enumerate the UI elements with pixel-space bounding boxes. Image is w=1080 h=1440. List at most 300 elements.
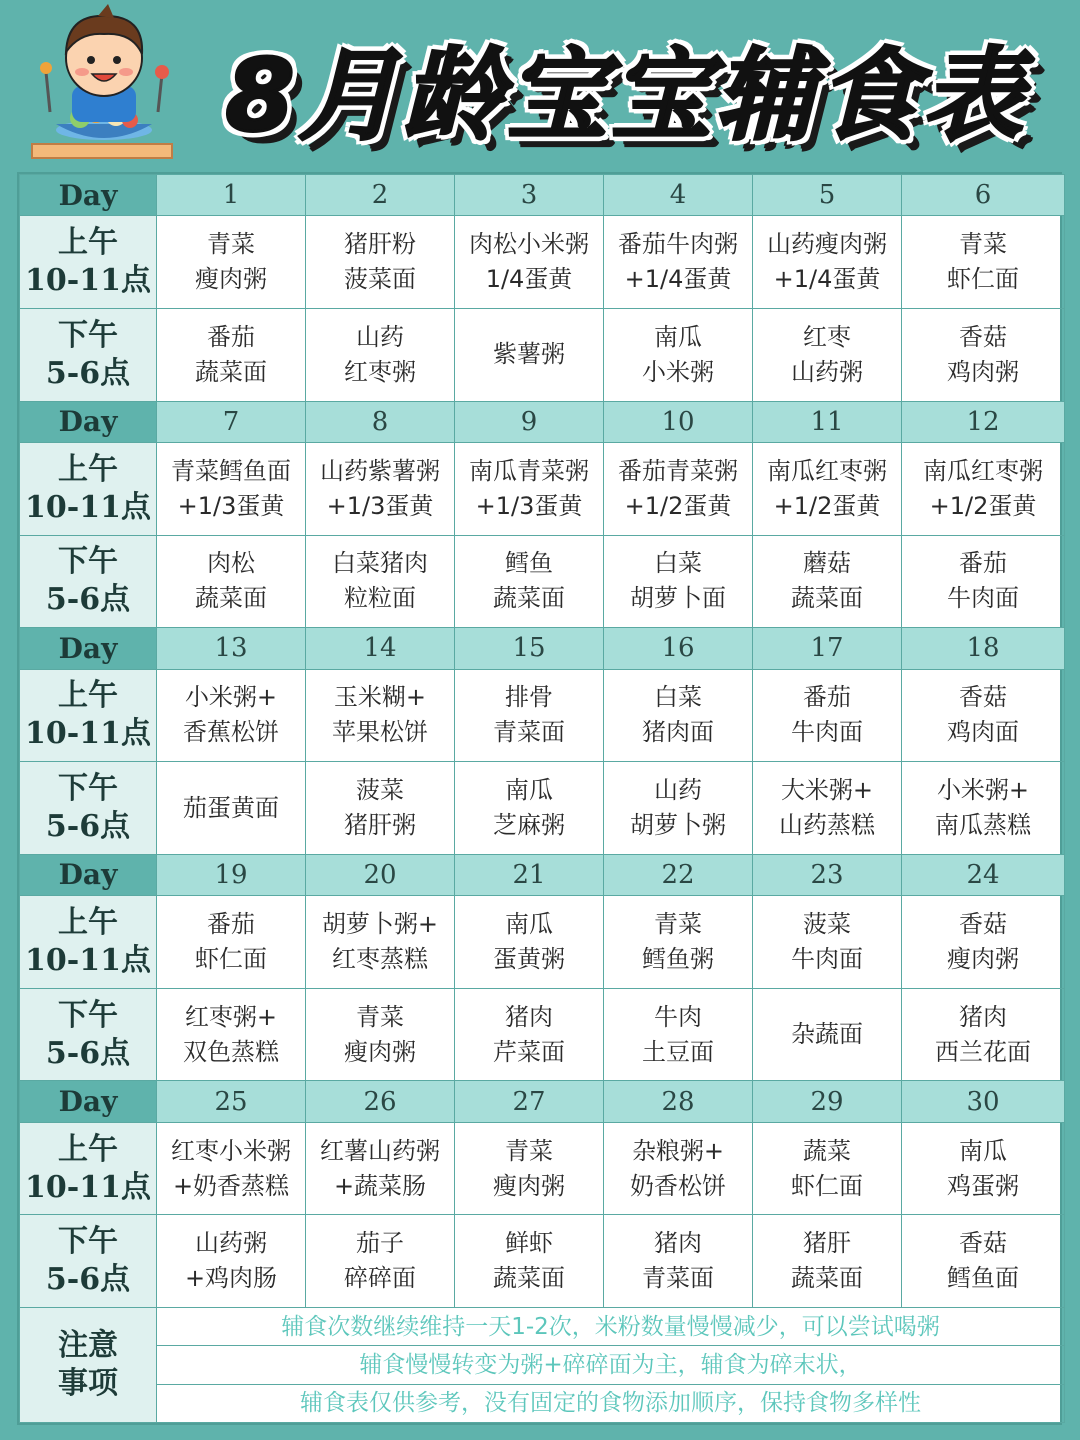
meal-text <box>753 907 901 977</box>
day-number: 23 <box>810 859 844 890</box>
meal-line: 蔬菜面 <box>195 357 267 386</box>
meal-line: +1/3蛋黄 <box>326 491 434 520</box>
meal-line: 香菇 <box>959 683 1007 712</box>
meal-cell <box>753 442 902 535</box>
meal-line: 胡萝卜粥+ <box>321 909 439 938</box>
meal-line: 番茄青菜粥 <box>618 456 738 485</box>
meal-cell <box>753 896 902 989</box>
meal-line: 青菜 <box>959 230 1007 259</box>
day-number: 17 <box>810 633 844 664</box>
meal-cell <box>157 988 306 1081</box>
day-number: 29 <box>810 1086 844 1117</box>
morning-meal-row <box>20 442 1065 535</box>
meal-cell <box>604 535 753 628</box>
day-number-cell <box>157 628 306 669</box>
meal-text <box>604 773 752 843</box>
meal-text <box>604 1000 752 1070</box>
day-number-cell <box>753 401 902 442</box>
meal-text <box>753 1226 901 1296</box>
meal-line: 瘦肉粥 <box>947 944 1019 973</box>
meal-line: 番茄 <box>959 549 1007 578</box>
meal-text <box>753 546 901 616</box>
meal-cell <box>604 1122 753 1215</box>
notes-label-line: 事项 <box>58 1366 118 1402</box>
meal-cell <box>455 216 604 309</box>
evening-time-text <box>20 997 156 1073</box>
meal-line: 红枣小米粥 <box>171 1136 291 1165</box>
meal-line: 鳕鱼粥 <box>642 944 714 973</box>
meal-cell <box>455 442 604 535</box>
meal-cell <box>157 669 306 762</box>
day-header-row <box>20 854 1065 895</box>
meal-line: 猪肝 <box>803 1229 851 1258</box>
meal-cell <box>902 535 1065 628</box>
meal-text <box>753 1134 901 1204</box>
meal-cell <box>306 442 455 535</box>
meal-cell <box>306 535 455 628</box>
meal-schedule-table <box>17 172 1062 1425</box>
note-cell <box>157 1384 1065 1422</box>
morning-time-text <box>20 451 156 527</box>
evening-meal-row <box>20 1215 1065 1308</box>
meal-line: +1/2蛋黄 <box>773 491 881 520</box>
meal-text <box>604 1226 752 1296</box>
baby-mascot-icon <box>28 2 180 162</box>
morning-time-label <box>20 442 157 535</box>
meal-line: 红枣 <box>803 322 851 351</box>
meal-line: 蔬菜 <box>803 1136 851 1165</box>
evening-time-text <box>20 770 156 846</box>
meal-cell <box>455 669 604 762</box>
day-number-cell <box>902 628 1065 669</box>
meal-cell <box>306 669 455 762</box>
meal-cell <box>306 1215 455 1308</box>
meal-period-label: 上午 <box>58 225 118 261</box>
meal-text <box>753 320 901 390</box>
day-label: Day <box>58 178 118 212</box>
meal-text <box>306 454 454 524</box>
meal-period-label: 下午 <box>58 771 118 806</box>
morning-time-text <box>20 904 156 980</box>
meal-line: 青菜面 <box>493 718 565 747</box>
meal-text <box>306 1000 454 1070</box>
meal-line: 双色蒸糕 <box>183 1037 279 1066</box>
meal-text <box>455 546 603 616</box>
meal-line: 粒粒面 <box>344 584 416 613</box>
day-number-cell <box>306 854 455 895</box>
meal-period-label: 上午 <box>58 678 118 714</box>
header <box>0 0 1080 170</box>
day-number: 27 <box>512 1086 546 1117</box>
evening-time-label <box>20 1215 157 1308</box>
meal-period-label: 上午 <box>58 451 118 487</box>
meal-line: 虾仁面 <box>791 1171 863 1200</box>
day-label: Day <box>58 405 118 439</box>
meal-text <box>157 546 305 616</box>
meal-text <box>902 773 1064 843</box>
meal-line: 猪肉 <box>505 1002 553 1031</box>
meal-line: 南瓜青菜粥 <box>469 456 589 485</box>
day-label-cell <box>20 1081 157 1122</box>
meal-text <box>157 454 305 524</box>
meal-hours-label: 10-11点 <box>25 263 151 299</box>
day-number-cell <box>157 401 306 442</box>
meal-text <box>902 1226 1064 1296</box>
meal-text <box>306 773 454 843</box>
meal-cell <box>753 1215 902 1308</box>
meal-cell <box>753 216 902 309</box>
meal-line: 白菜 <box>654 549 702 578</box>
meal-line: 猪肝粉 <box>344 230 416 259</box>
meal-cell <box>604 896 753 989</box>
day-number: 18 <box>966 633 1000 664</box>
meal-line: 山药 <box>356 322 404 351</box>
meal-line: 鳕鱼面 <box>947 1264 1019 1293</box>
meal-cell <box>306 308 455 401</box>
morning-meal-row <box>20 1122 1065 1215</box>
meal-line: 牛肉面 <box>791 944 863 973</box>
meal-cell <box>902 669 1065 762</box>
meal-line: 青菜 <box>356 1002 404 1031</box>
morning-time-label <box>20 1122 157 1215</box>
meal-line: 鸡肉面 <box>947 718 1019 747</box>
meal-text <box>902 680 1064 750</box>
meal-text <box>157 791 305 826</box>
meal-line: 奶香松饼 <box>630 1171 726 1200</box>
meal-hours-label: 5-6点 <box>45 1035 131 1071</box>
evening-time-text <box>20 317 156 393</box>
morning-time-text <box>20 677 156 753</box>
meal-text <box>455 680 603 750</box>
meal-text <box>902 907 1064 977</box>
day-number: 22 <box>661 859 695 890</box>
day-number: 6 <box>974 180 992 211</box>
day-number: 14 <box>363 633 397 664</box>
meal-cell <box>753 1122 902 1215</box>
meal-line: 红枣粥 <box>344 357 416 386</box>
meal-line: 西兰花面 <box>935 1037 1031 1066</box>
day-number-cell <box>902 401 1065 442</box>
meal-line: 杂粮粥+ <box>631 1136 725 1165</box>
day-number-cell <box>455 401 604 442</box>
meal-text <box>306 680 454 750</box>
meal-text <box>902 546 1064 616</box>
meal-cell <box>604 1215 753 1308</box>
meal-line: 蔬菜面 <box>493 584 565 613</box>
meal-period-label: 下午 <box>58 997 118 1033</box>
meal-line: 猪肉 <box>654 1229 702 1258</box>
meal-line: 小米粥+ <box>936 776 1030 804</box>
meal-text <box>306 1134 454 1204</box>
day-number-cell <box>902 175 1065 216</box>
morning-meal-row <box>20 896 1065 989</box>
meal-line: 南瓜蒸糕 <box>935 811 1031 839</box>
meal-text <box>157 1134 305 1204</box>
meal-cell <box>902 1122 1065 1215</box>
meal-line: +鸡肉肠 <box>184 1264 278 1293</box>
morning-meal-row <box>20 216 1065 309</box>
meal-cell <box>157 535 306 628</box>
day-label: Day <box>58 631 118 665</box>
meal-line: 南瓜 <box>654 322 702 351</box>
meal-line: 胡萝卜面 <box>630 584 726 613</box>
meal-cell <box>455 1215 604 1308</box>
day-number: 8 <box>371 406 389 437</box>
meal-text <box>902 1134 1064 1204</box>
day-number: 19 <box>214 859 248 890</box>
meal-hours-label: 10-11点 <box>25 1169 151 1205</box>
meal-line: 白菜 <box>654 683 702 712</box>
notes-label-cell <box>20 1308 157 1423</box>
meal-line: 牛肉 <box>654 1002 702 1031</box>
day-number: 12 <box>966 406 1000 437</box>
meal-text <box>157 320 305 390</box>
day-number: 4 <box>669 180 687 211</box>
meal-cell <box>157 308 306 401</box>
morning-time-label <box>20 896 157 989</box>
day-number: 25 <box>214 1086 248 1117</box>
day-number-cell <box>306 401 455 442</box>
meal-cell <box>455 535 604 628</box>
meal-hours-label: 5-6点 <box>45 1262 131 1298</box>
day-number-cell <box>604 854 753 895</box>
meal-text <box>604 907 752 977</box>
meal-cell <box>902 896 1065 989</box>
meal-text <box>902 227 1064 297</box>
meal-text <box>306 227 454 297</box>
meal-line: 蛋黄粥 <box>493 944 565 973</box>
meal-line: 白菜猪肉 <box>332 549 428 578</box>
meal-line: 番茄 <box>207 322 255 351</box>
meal-cell <box>604 669 753 762</box>
meal-cell <box>902 988 1065 1081</box>
meal-line: 鸡肉粥 <box>947 357 1019 386</box>
meal-line: 山药粥 <box>195 1229 267 1258</box>
meal-line: 南瓜红枣粥 <box>767 456 887 485</box>
day-number-cell <box>455 175 604 216</box>
meal-line: 小米粥 <box>642 357 714 386</box>
meal-line: 青菜鳕鱼面 <box>171 456 291 485</box>
day-number-cell <box>604 401 753 442</box>
meal-line: 牛肉面 <box>791 718 863 747</box>
meal-line: 虾仁面 <box>947 265 1019 294</box>
meal-line: 菠菜 <box>803 909 851 938</box>
meal-cell <box>306 762 455 855</box>
meal-text <box>604 454 752 524</box>
day-number-cell <box>753 175 902 216</box>
meal-cell <box>157 896 306 989</box>
meal-line: 南瓜红枣粥 <box>923 456 1043 485</box>
meal-line: 芝麻粥 <box>493 811 565 839</box>
meal-line: 青菜 <box>654 909 702 938</box>
meal-line: 胡萝卜粥 <box>630 811 726 839</box>
day-label-cell <box>20 401 157 442</box>
meal-cell <box>902 762 1065 855</box>
day-number: 21 <box>512 859 546 890</box>
meal-line: 瘦肉粥 <box>493 1171 565 1200</box>
meal-hours-label: 10-11点 <box>25 489 151 525</box>
evening-time-text <box>20 1223 156 1299</box>
morning-time-label <box>20 669 157 762</box>
meal-line: 紫薯粥 <box>493 340 565 369</box>
day-number-cell <box>455 628 604 669</box>
day-number-cell <box>604 175 753 216</box>
meal-line: +1/3蛋黄 <box>475 491 583 520</box>
meal-line: 香蕉松饼 <box>183 718 279 747</box>
note-row <box>20 1346 1065 1384</box>
meal-line: 红枣蒸糕 <box>332 944 428 973</box>
meal-line: 南瓜 <box>505 776 553 804</box>
meal-line: 碎碎面 <box>344 1264 416 1293</box>
meal-line: 南瓜 <box>505 909 553 938</box>
day-number-cell <box>306 175 455 216</box>
day-header-row <box>20 628 1065 669</box>
meal-cell <box>157 442 306 535</box>
day-number: 7 <box>222 406 240 437</box>
meal-line: 蔬菜面 <box>791 584 863 613</box>
meal-line: 青菜面 <box>642 1264 714 1293</box>
day-number-cell <box>306 1081 455 1122</box>
meal-line: 蔬菜面 <box>493 1264 565 1293</box>
meal-text <box>455 773 603 843</box>
meal-text <box>157 1000 305 1070</box>
meal-hours-label: 5-6点 <box>45 355 131 391</box>
meal-line: 猪肉面 <box>642 718 714 747</box>
evening-time-label <box>20 762 157 855</box>
meal-line: 土豆面 <box>642 1037 714 1066</box>
morning-time-text <box>20 1131 156 1207</box>
meal-line: 排骨 <box>505 683 553 712</box>
evening-meal-row <box>20 308 1065 401</box>
day-number: 2 <box>371 180 389 211</box>
meal-cell <box>753 762 902 855</box>
day-label-cell <box>20 628 157 669</box>
meal-cell <box>157 1122 306 1215</box>
day-number-cell <box>753 1081 902 1122</box>
meal-line: 香菇 <box>959 1229 1007 1258</box>
day-number: 28 <box>661 1086 695 1117</box>
meal-text <box>902 454 1064 524</box>
meal-line: 牛肉面 <box>947 584 1019 613</box>
meal-cell <box>902 442 1065 535</box>
meal-cell <box>604 308 753 401</box>
day-number-cell <box>455 854 604 895</box>
meal-text <box>604 1134 752 1204</box>
day-number-cell <box>604 1081 753 1122</box>
meal-line: 山药瘦肉粥 <box>767 230 887 259</box>
meal-line: 青菜 <box>505 1136 553 1165</box>
meal-cell <box>753 669 902 762</box>
meal-text <box>753 227 901 297</box>
meal-line: +奶香蒸糕 <box>172 1171 290 1200</box>
meal-line: 山药粥 <box>791 357 863 386</box>
meal-line: 鸡蛋粥 <box>947 1171 1019 1200</box>
day-number: 30 <box>966 1086 1000 1117</box>
notes-label-line: 注意 <box>58 1328 118 1364</box>
meal-period-label: 下午 <box>58 544 118 580</box>
note-text: 辅食次数继续维持一天1-2次，米粉数量慢慢减少，可以尝试喝粥 <box>281 1313 940 1340</box>
meal-text <box>157 680 305 750</box>
meal-line: 青菜 <box>207 230 255 259</box>
meal-text <box>753 454 901 524</box>
day-number: 16 <box>661 633 695 664</box>
meal-cell <box>157 216 306 309</box>
meal-line: 虾仁面 <box>195 944 267 973</box>
day-number-cell <box>157 1081 306 1122</box>
meal-text <box>455 454 603 524</box>
morning-time-label <box>20 216 157 309</box>
day-number-cell <box>604 628 753 669</box>
day-number: 11 <box>810 406 844 437</box>
meal-cell <box>455 308 604 401</box>
meal-line: 1/4蛋黄 <box>485 265 573 294</box>
day-number: 5 <box>818 180 836 211</box>
evening-meal-row <box>20 988 1065 1081</box>
meal-cell <box>455 896 604 989</box>
meal-line: 蘑菇 <box>803 549 851 578</box>
meal-cell <box>753 308 902 401</box>
meal-line: 杂蔬面 <box>791 1020 863 1049</box>
day-number-cell <box>455 1081 604 1122</box>
note-text: 辅食慢慢转变为粥+碎碎面为主，辅食为碎末状， <box>359 1351 862 1378</box>
day-number: 26 <box>363 1086 397 1117</box>
day-label: Day <box>58 1085 118 1119</box>
meal-line: 瘦肉粥 <box>195 265 267 294</box>
morning-meal-row <box>20 669 1065 762</box>
day-number: 20 <box>363 859 397 890</box>
day-number: 15 <box>512 633 546 664</box>
meal-line: 猪肝粥 <box>344 811 416 839</box>
meal-cell <box>455 988 604 1081</box>
meal-line: 红枣粥+ <box>184 1002 278 1031</box>
note-text: 辅食表仅供参考，没有固定的食物添加顺序，保持食物多样性 <box>300 1390 921 1417</box>
meal-text <box>455 337 603 372</box>
day-number-cell <box>157 854 306 895</box>
meal-line: 鳕鱼 <box>505 549 553 578</box>
meal-text <box>306 1226 454 1296</box>
meal-line: 南瓜 <box>959 1136 1007 1165</box>
meal-line: +1/2蛋黄 <box>929 491 1037 520</box>
day-label-cell <box>20 854 157 895</box>
day-number: 13 <box>214 633 248 664</box>
meal-line: 瘦肉粥 <box>344 1037 416 1066</box>
meal-text <box>455 227 603 297</box>
day-number-cell <box>902 1081 1065 1122</box>
meal-cell <box>604 442 753 535</box>
meal-line: +1/4蛋黄 <box>624 265 732 294</box>
day-label: Day <box>58 858 118 892</box>
meal-cell <box>604 988 753 1081</box>
schedule-grid <box>19 174 1065 1423</box>
meal-line: 肉松小米粥 <box>469 230 589 259</box>
day-number-cell <box>306 628 455 669</box>
meal-cell <box>157 1215 306 1308</box>
meal-line: +1/4蛋黄 <box>773 265 881 294</box>
day-number: 1 <box>222 180 240 211</box>
meal-cell <box>604 216 753 309</box>
notes-label <box>20 1327 156 1403</box>
meal-text <box>604 320 752 390</box>
meal-text <box>902 320 1064 390</box>
meal-cell <box>753 535 902 628</box>
meal-text <box>753 773 901 843</box>
meal-line: 鲜虾 <box>505 1229 553 1258</box>
day-header-row <box>20 401 1065 442</box>
meal-line: +蔬菜肠 <box>333 1171 427 1200</box>
meal-period-label: 上午 <box>58 904 118 940</box>
meal-hours-label: 5-6点 <box>45 809 131 844</box>
morning-time-text <box>20 224 156 300</box>
